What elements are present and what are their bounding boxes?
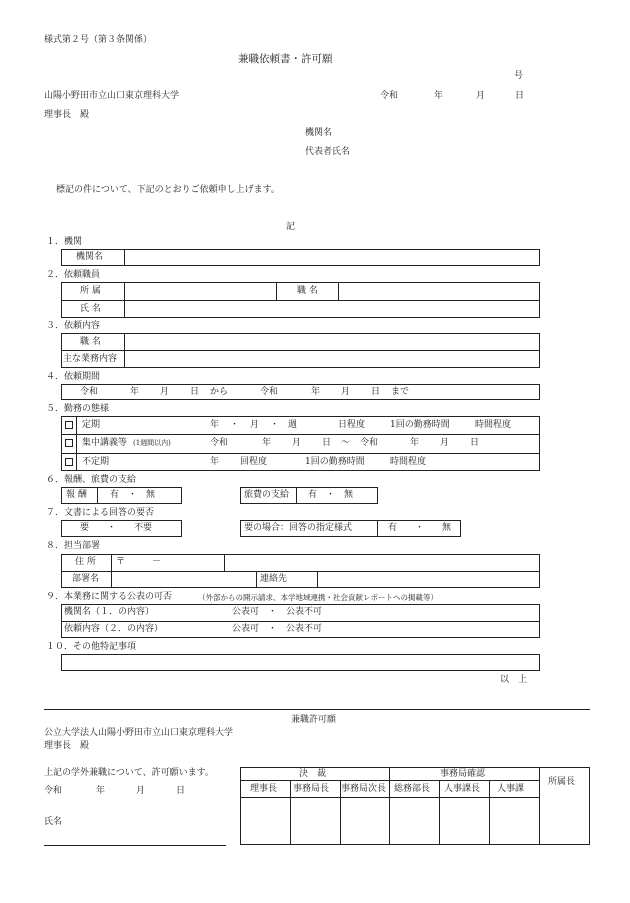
university-name: 山陽小野田市立山口東京理科大学	[44, 91, 180, 101]
col-jimukyokucho: 事務局長	[293, 784, 330, 794]
travel-label: 旅費の支給	[244, 490, 290, 500]
period-to-year: 年	[311, 387, 321, 397]
section-6-heading: ６．報酬、旅費の支給	[46, 475, 137, 485]
period-from-month: 月	[160, 387, 170, 397]
irregular-label: 不定期	[82, 457, 110, 467]
section-9-heading: ９．本業務に関する公表の可否	[46, 592, 173, 602]
section-9-note: （外部からの開示請求、本学地域連携・社会貢献レポートへの掲載等）	[198, 593, 438, 602]
period-to-era: 令和	[260, 387, 279, 397]
format-options[interactable]: 有 ・ 無	[388, 523, 452, 533]
checkbox-intensive[interactable]	[65, 439, 73, 447]
approval-table	[240, 767, 590, 845]
permit-name-label: 氏名	[44, 817, 63, 827]
period-from-era: 令和	[80, 387, 99, 397]
section-7-heading: ７．文書による回答の要否	[46, 508, 155, 518]
dept-name-label: 部署名	[72, 574, 100, 584]
ijo-label: 以 上	[500, 675, 528, 685]
staff-name-label: 氏 名	[80, 304, 101, 314]
section-3-heading: ３．依頼内容	[46, 321, 101, 331]
request-duties-label: 主な業務内容	[63, 354, 118, 364]
period-from-year: 年	[130, 387, 140, 397]
intensive-note: (1週間以内)	[133, 439, 171, 447]
col-rijicho: 理事長	[250, 784, 278, 794]
shozoku-header: 所属長	[548, 777, 576, 787]
intensive-month-1: 月	[292, 438, 302, 448]
ki-label: 記	[286, 222, 296, 232]
remarks-field[interactable]	[61, 654, 540, 671]
section-1-heading: １．機関	[46, 237, 83, 247]
permit-name-line[interactable]	[44, 845, 226, 846]
number-label: 号	[514, 71, 524, 81]
regular-days: 日程度	[338, 420, 366, 430]
contact-label: 連絡先	[260, 574, 288, 584]
regular-week: 週	[288, 420, 298, 430]
permit-request: 上記の学外兼職について、許可願います。	[44, 768, 214, 778]
col-jinjika: 人事課	[497, 784, 525, 794]
intensive-month-2: 月	[440, 438, 450, 448]
addr-label: 住 所	[75, 557, 96, 567]
checkbox-regular[interactable]	[65, 421, 73, 429]
kessai-header: 決 裁	[299, 769, 327, 779]
org-name-field[interactable]	[125, 250, 539, 265]
period-to-day: 日	[371, 387, 381, 397]
org-name-label: 機関名	[305, 128, 333, 138]
section-8-heading: ８．担当部署	[46, 541, 101, 551]
irregular-once: 1回の勤務時間	[305, 457, 365, 467]
addressee: 理事長 殿	[44, 110, 90, 120]
permit-date-era: 令和	[44, 786, 63, 796]
postal-mark: 〒 －	[116, 557, 162, 567]
reward-options[interactable]: 有 ・ 無	[110, 490, 156, 500]
format-label: 要の場合：回答の指定様式	[244, 523, 353, 533]
dot-2: ・	[270, 420, 280, 430]
org-label: 機関名	[76, 252, 104, 262]
form-number: 様式第２号（第３条関係）	[44, 35, 153, 45]
date-month-label: 月	[476, 91, 486, 101]
regular-hours: 時間程度	[475, 420, 512, 430]
checkbox-irregular[interactable]	[65, 458, 73, 466]
dot-1: ・	[230, 420, 240, 430]
intensive-day-2: 日	[470, 438, 480, 448]
col-jimukyoku-jicho: 事務局次長	[341, 784, 387, 794]
publish-row2-label: 依頼内容（２．の内容）	[64, 624, 164, 634]
period-to-month: 月	[341, 387, 351, 397]
intensive-year-2: 年	[410, 438, 420, 448]
period-from-day: 日	[190, 387, 200, 397]
regular-once: 1回の勤務時間	[390, 420, 450, 430]
permit-addressee: 理事長 殿	[44, 741, 90, 751]
col-jinjikacho: 人事課長	[444, 784, 481, 794]
date-era: 令和	[380, 91, 399, 101]
publish-row1-label: 機関名（１．の内容）	[64, 607, 155, 617]
permit-date-month: 月	[136, 786, 146, 796]
section-10-heading: １０．その他特記事項	[46, 642, 137, 652]
intensive-year-1: 年	[262, 438, 272, 448]
period-from-suffix: から	[210, 387, 229, 397]
section-2-heading: ２．依頼職員	[46, 270, 101, 280]
intro-text: 標記の件について、下記のとおりご依頼申し上げます。	[56, 185, 280, 195]
rep-name-label: 代表者氏名	[305, 147, 351, 157]
publish-row1-options[interactable]: 公表可 ・ 公表不可	[232, 607, 323, 617]
irregular-hours: 時間程度	[390, 457, 427, 467]
intensive-era-1: 令和	[210, 438, 229, 448]
irregular-times: 回程度	[240, 457, 268, 467]
jimukyoku-header: 事務局確認	[440, 769, 486, 779]
permit-date-year: 年	[96, 786, 106, 796]
date-year-label: 年	[434, 91, 444, 101]
intensive-era-2: 令和	[360, 438, 379, 448]
intensive-label: 集中講義等	[82, 438, 128, 448]
travel-options[interactable]: 有 ・ 無	[308, 490, 354, 500]
request-post-label: 職 名	[80, 337, 101, 347]
regular-year: 年	[210, 420, 220, 430]
permit-date-day: 日	[176, 786, 186, 796]
regular-label: 定期	[82, 420, 101, 430]
intensive-day-1: 日	[322, 438, 332, 448]
publish-row2-options[interactable]: 公表可 ・ 公表不可	[232, 624, 323, 634]
section-5-heading: ５．勤務の態様	[46, 404, 110, 414]
divider	[44, 709, 590, 710]
col-somubucho: 総務部長	[394, 784, 431, 794]
date-day-label: 日	[515, 91, 525, 101]
permit-corp: 公立大学法人山陽小野田市立山口東京理科大学	[44, 728, 234, 738]
intensive-tilde: ～	[341, 438, 351, 448]
permit-title: 兼職許可願	[291, 715, 337, 725]
staff-dept-label: 所 属	[80, 286, 101, 296]
section-4-heading: ４．依頼期間	[46, 372, 101, 382]
regular-month: 月	[250, 420, 260, 430]
reward-label: 報 酬	[66, 490, 87, 500]
irregular-year: 年	[210, 457, 220, 467]
period-to-suffix: まで	[391, 387, 410, 397]
need-options[interactable]: 要 ・ 不要	[80, 523, 153, 533]
staff-post-label: 職 名	[297, 286, 318, 296]
document-title: 兼職依頼書・許可願	[238, 53, 333, 65]
